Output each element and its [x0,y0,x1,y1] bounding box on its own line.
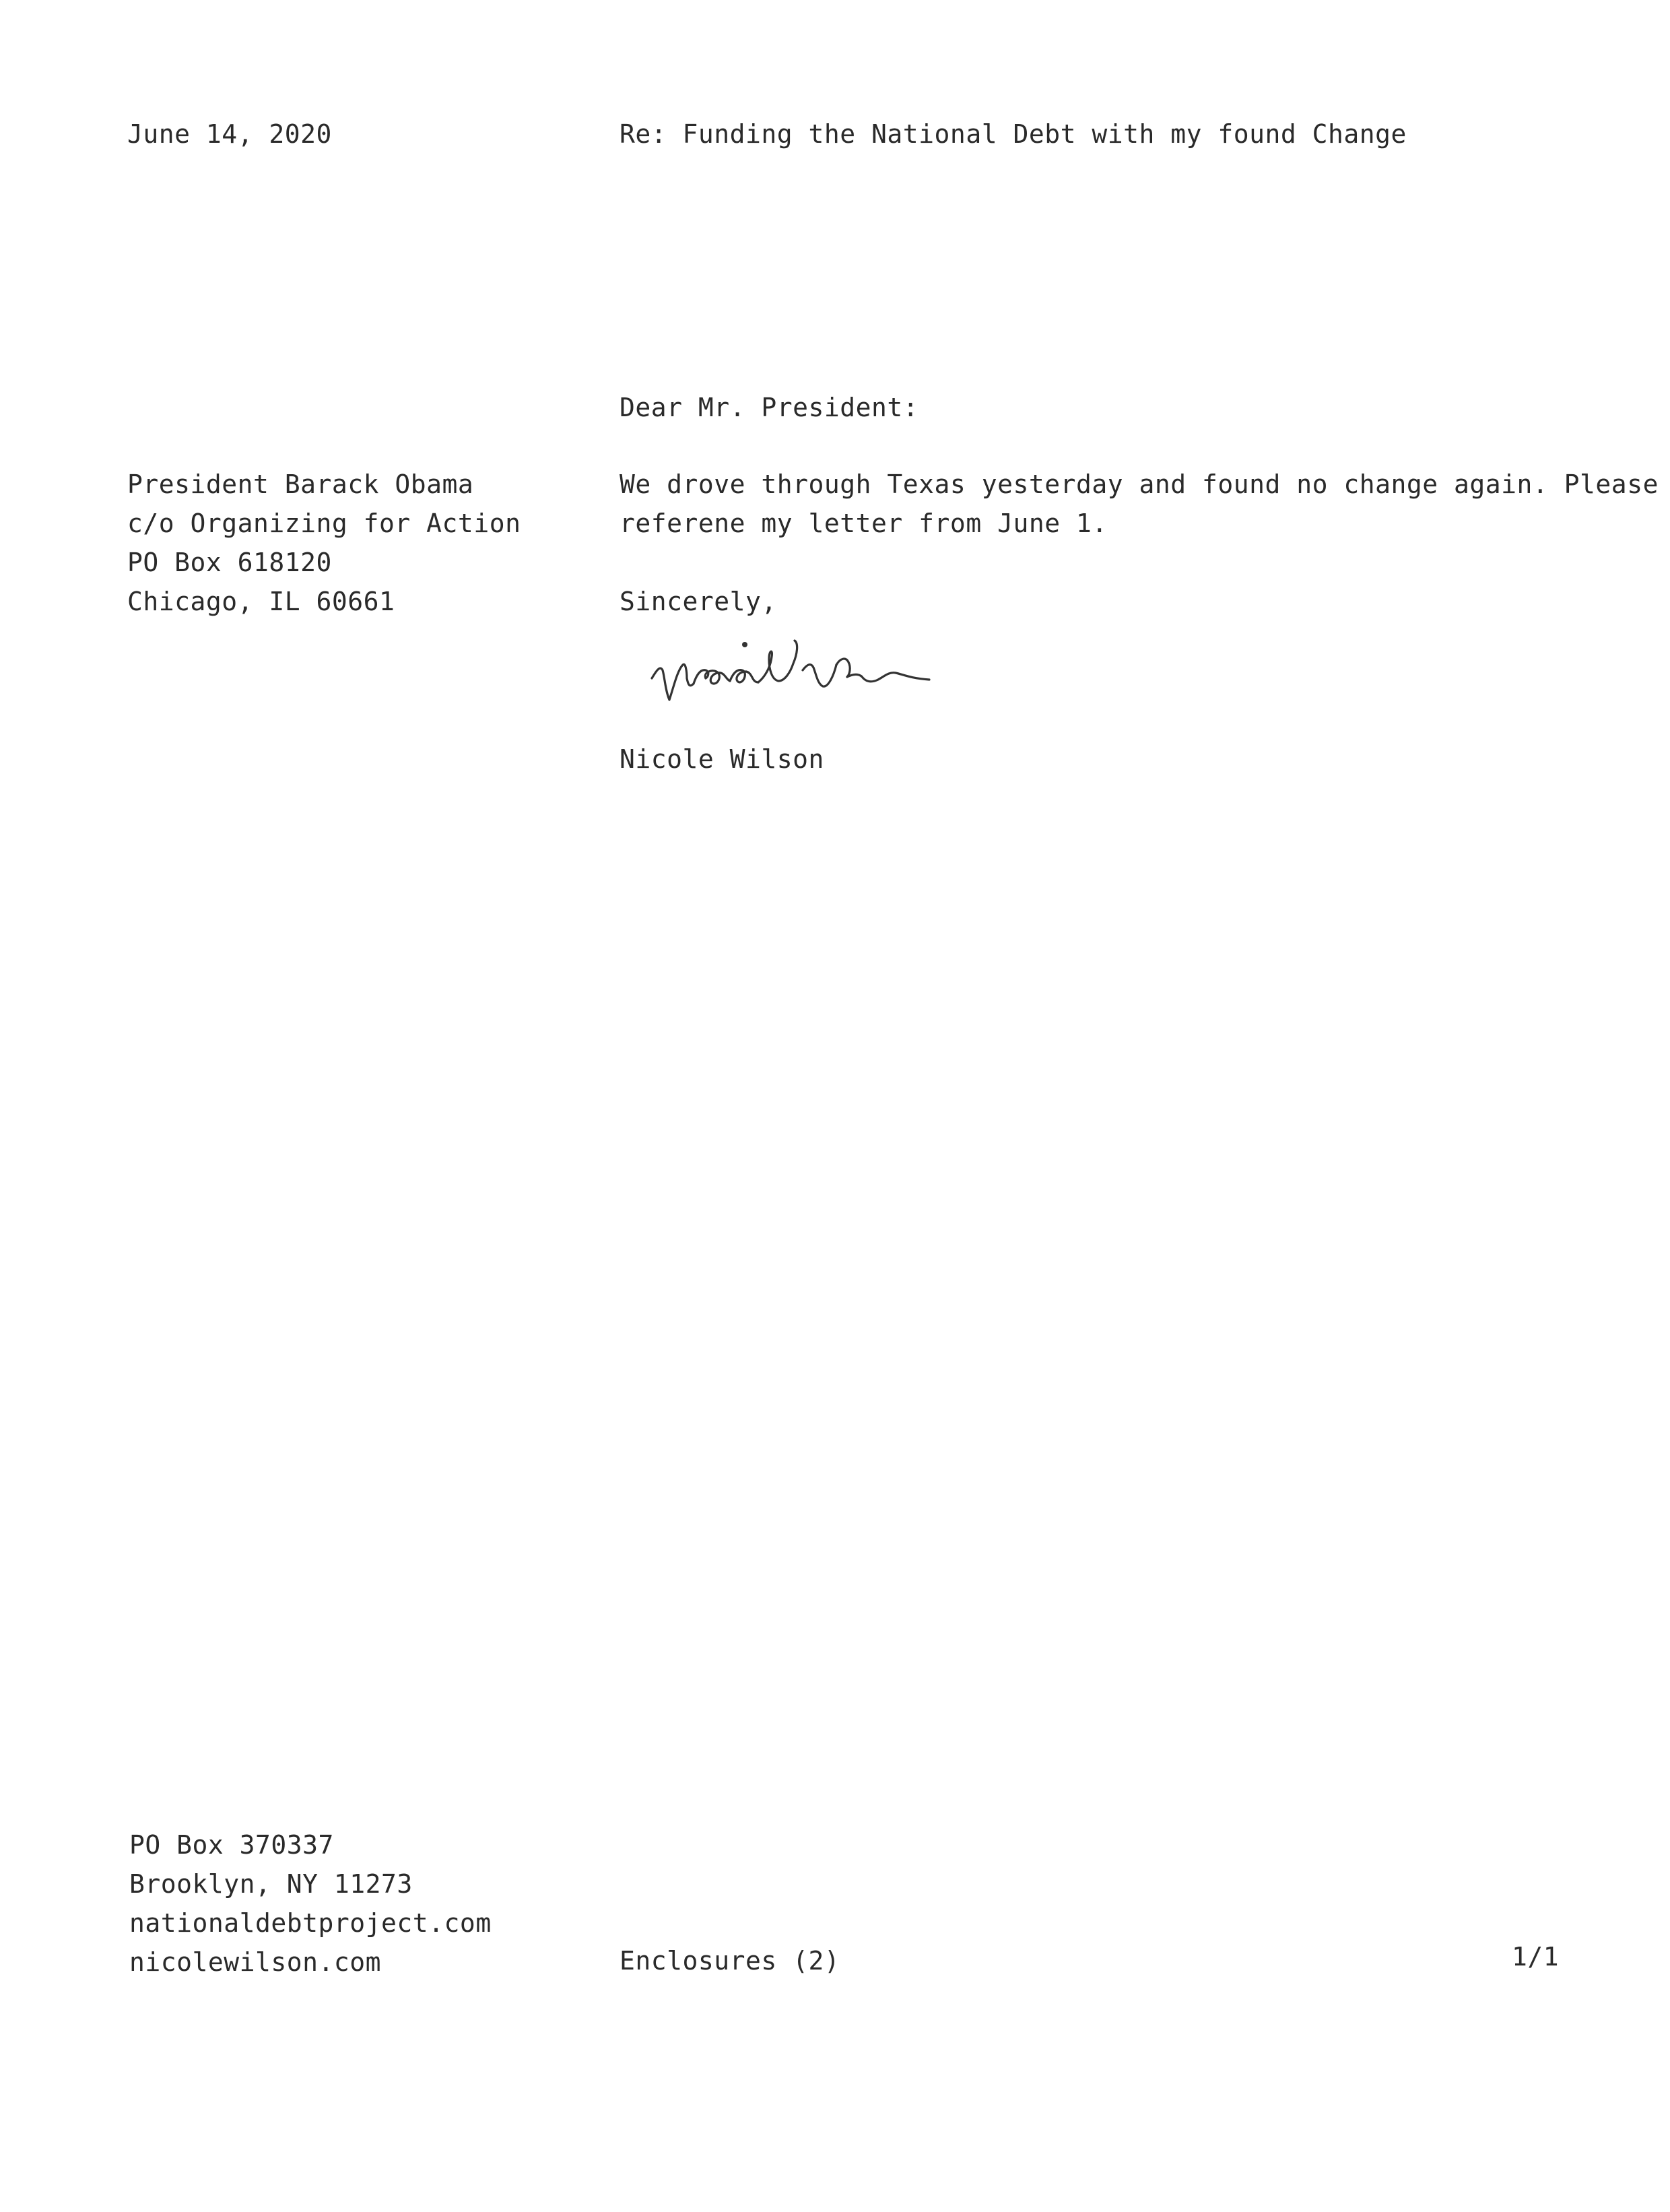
sender-personal-website: nicolewilson.com [129,1947,382,1977]
enclosures-note: Enclosures (2) [620,1946,840,1976]
recipient-address [127,465,521,621]
closing: Sincerely, [620,587,777,616]
sender-address [129,1825,492,1982]
letter-subject: Re: Funding the National Debt with my found Change [620,119,1407,149]
recipient-city: Chicago, IL 60661 [127,587,395,616]
page-number: 1/1 [1512,1942,1560,1972]
sender-website: nationaldebtproject.com [129,1908,492,1938]
signer-name: Nicole Wilson [620,744,824,774]
sender-city: Brooklyn, NY 11273 [129,1869,413,1899]
recipient-organization: c/o Organizing for Action [127,509,521,538]
recipient-po-box: PO Box 618120 [127,548,332,577]
recipient-name: President Barack Obama [127,469,474,499]
body-line: referene my letter from June 1. [620,509,1108,538]
letter-date: June 14, 2020 [127,119,332,149]
handwritten-signature [646,630,956,711]
sender-po-box: PO Box 370337 [129,1830,334,1860]
salutation: Dear Mr. President: [620,393,919,422]
letter-body [620,465,1659,543]
body-line: We drove through Texas yesterday and found no change again. Please [620,469,1659,499]
